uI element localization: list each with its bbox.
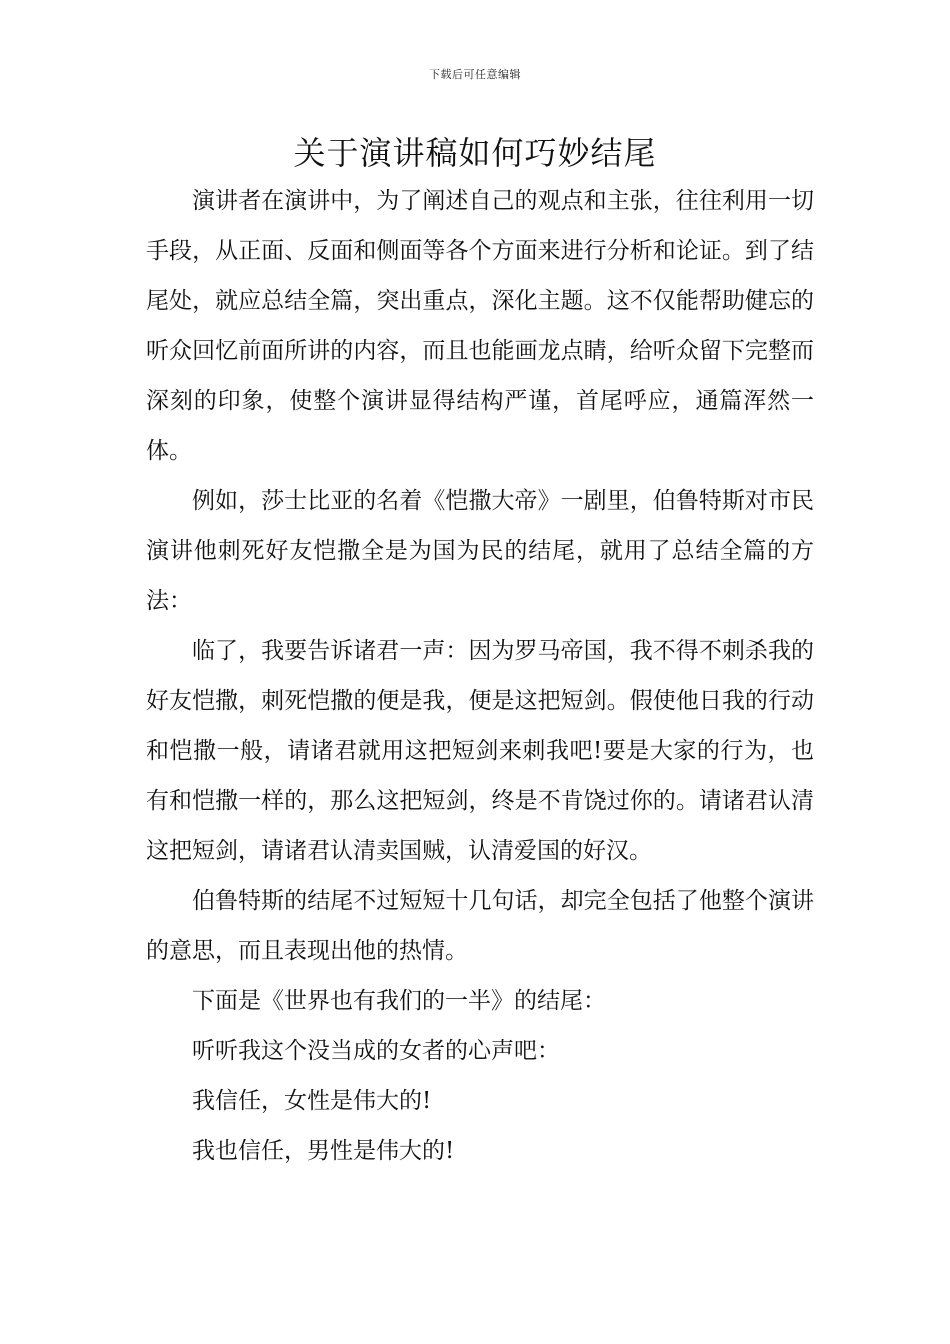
paragraph: 例如，莎士比亚的名着《恺撒大帝》一剧里，伯鲁特斯对市民演讲他刺死好友恺撒全是为国为民的结尾，就用了总结全篇的方法： <box>146 488 814 614</box>
paragraph: 演讲者在演讲中，为了阐述自己的观点和主张，往往利用一切手段，从正面、反面和侧面等各个方面来进行分析和论证。到了结尾处，就应总结全篇，突出重点，深化主题。这不仅能帮助健忘的听众回忆前面所讲的内容，而且也能画龙点睛，给听众留下完整而深刻的印象，使整个演讲显得结构严谨，首尾呼应，通篇浑然一体。 <box>146 188 814 464</box>
quoted-speech-paragraph: 临了，我要告诉诸君一声：因为罗马帝国，我不得不刺杀我的好友恺撒，刺死恺撒的便是我，便是这把短剑。假使他日我的行动和恺撒一般，请诸君就用这把短剑来刺我吧!要是大家的行为，也有和恺撒一样的，那么这把短剑，终是不肯饶过你的。请诸君认清这把短剑，请诸君认清卖国贼，认清爱国的好汉。 <box>146 638 814 864</box>
text-line: 听听我这个没当成的女者的心声吧： <box>192 1038 560 1064</box>
document-title: 关于演讲稿如何巧妙结尾 <box>293 134 657 172</box>
paragraph: 伯鲁特斯的结尾不过短短十几句话，却完全包括了他整个演讲的意思，而且表现出他的热情。 <box>146 888 814 964</box>
document-body <box>146 176 814 1176</box>
text-line: 我信任，女性是伟大的! <box>192 1088 432 1114</box>
page-header-note: 下载后可任意编辑 <box>429 68 521 81</box>
text-line: 我也信任，男性是伟大的! <box>192 1138 455 1164</box>
text-line: 下面是《世界也有我们的一半》的结尾： <box>192 988 606 1014</box>
